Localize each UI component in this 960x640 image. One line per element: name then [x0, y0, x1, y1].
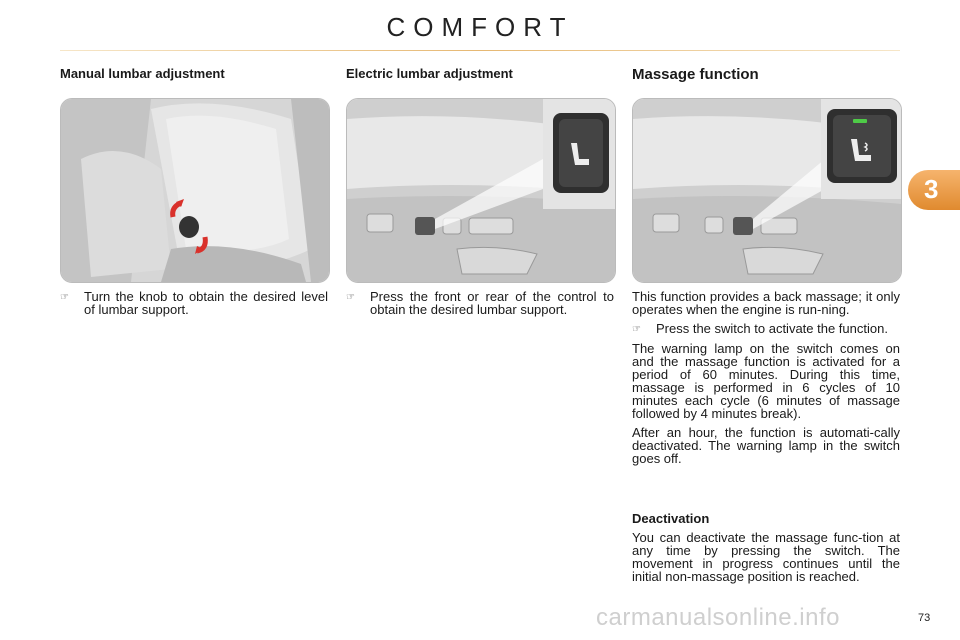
manual-lumbar-bullet [60, 290, 328, 316]
heading-manual-lumbar: Manual lumbar adjustment [60, 66, 225, 81]
deactivation-heading: Deactivation [632, 511, 710, 526]
massage-instruction: Press the switch to activate the function. [656, 321, 888, 336]
page-title: COMFORT [386, 12, 574, 42]
electric-lumbar-instruction: Press the front or rear of the control to obtain the desired lumbar support. [370, 289, 614, 317]
page-number: 73 [918, 612, 931, 624]
arrow-bullet-icon: ☞ [632, 324, 641, 335]
arrow-bullet-icon: ☞ [60, 292, 69, 303]
massage-para-2: After an hour, the function is automati-cally deactivated. The warning lamp in the switch goes off. [632, 425, 900, 466]
deactivation-text: You can deactivate the massage func-tion at any time by pressing the switch. The movement in progress continues until the initial non-massage position is reached. [632, 530, 900, 584]
massage-text [632, 290, 900, 471]
manual-lumbar-instruction: Turn the knob to obtain the desired level of lumbar support. [84, 289, 328, 317]
massage-bullet [632, 322, 900, 336]
chapter-tab [908, 170, 960, 210]
manual-lumbar-text [60, 290, 328, 316]
massage-function-photo [632, 98, 902, 283]
heading-massage-function: Massage function [632, 66, 759, 83]
chapter-number: 3 [924, 174, 939, 204]
column-massage [632, 60, 902, 84]
electric-lumbar-text [346, 290, 614, 316]
massage-para-1: The warning lamp on the switch comes on and the massage function is activated for a period of 60 minutes. During this time, massage is performed in 6 cycles of 10 minutes each cycle (6 minutes of massage followed by 4 minutes break). [632, 341, 900, 421]
watermark: carmanualsonline.info [596, 604, 840, 631]
massage-intro: This function provides a back massage; it only operates when the engine is run-ning. [632, 289, 900, 317]
column-manual [60, 60, 330, 84]
arrow-bullet-icon: ☞ [346, 292, 355, 303]
title-divider [60, 50, 900, 51]
column-electric [346, 60, 616, 84]
heading-electric-lumbar: Electric lumbar adjustment [346, 66, 513, 81]
electric-lumbar-bullet [346, 290, 614, 316]
deactivation-section [632, 512, 900, 589]
manual-lumbar-photo [60, 98, 330, 283]
electric-lumbar-photo [346, 98, 616, 283]
